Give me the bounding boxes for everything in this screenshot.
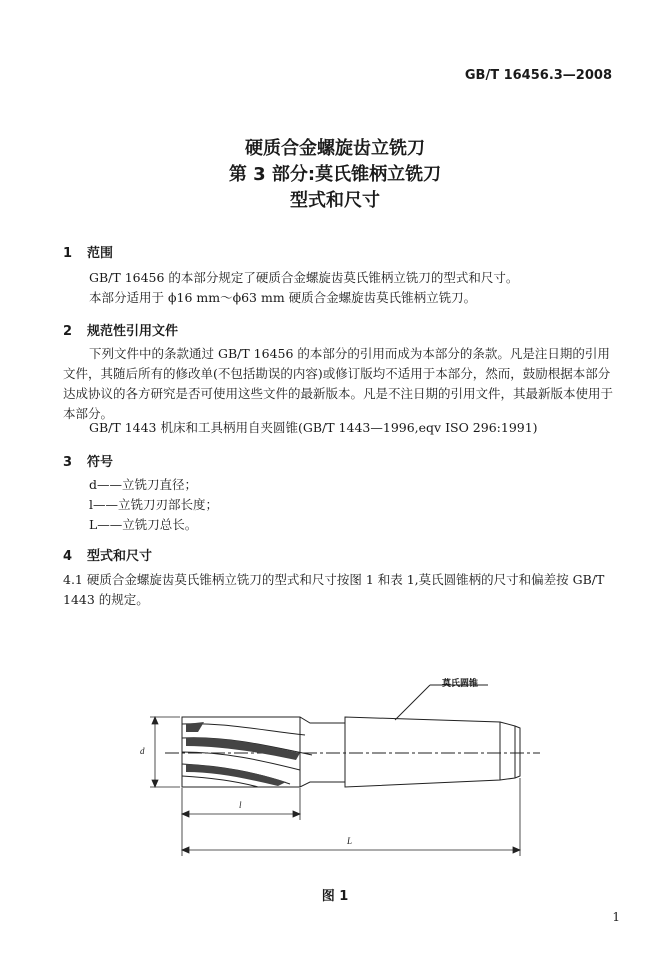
paragraph: 下列文件中的条款通过 GB/T 16456 的本部分的引用而成为本部分的条款。凡是注日期的引用文件，其随后所有的修改单(不包括勘误的内容)或修订版均不适用于本部分，然而，鼓励根据本部分达成协议的各方研究是否可使用这些文件的最新版本。凡是不注日期的引用文件，其最新版本使用于本部分。 [63, 346, 614, 421]
symbol-d: d——立铣刀直径； [89, 477, 198, 492]
callout-leader [395, 685, 430, 720]
cutter-outline [182, 717, 500, 787]
page-number: 1 [612, 910, 620, 924]
section-title: 范围 [87, 246, 114, 261]
section-4-heading [63, 545, 152, 564]
callout-label: 莫氏圆锥 [442, 679, 479, 689]
section-number: 2 [63, 324, 73, 339]
end-mill-drawing [0, 660, 670, 870]
symbol-l: l——立铣刀刃部长度； [89, 497, 218, 512]
section-1-heading [63, 242, 113, 261]
doc-title-line1: 硬质合金螺旋齿立铣刀 [245, 138, 425, 159]
dim-label-l: l [239, 800, 242, 810]
figure-caption: 图 1 [321, 889, 349, 904]
clause-4-1: 4.1 硬质合金螺旋齿莫氏锥柄立铣刀的型式和尺寸按图 1 和表 1,莫氏圆锥柄的尺寸和偏差按 GB/T 1443 的规定。 [63, 572, 605, 607]
doc-title-line2: 第 3 部分:莫氏锥柄立铣刀 [228, 164, 442, 185]
standard-number: GB/T 16456.3—2008 [464, 68, 612, 83]
reference-entry: GB/T 1443 机床和工具柄用自夹圆锥(GB/T 1443—1996,eqv ISO 296:1991) [89, 420, 538, 435]
doc-title-line3: 型式和尺寸 [290, 190, 380, 211]
section-3-heading [63, 451, 113, 470]
section-number: 3 [63, 455, 73, 470]
symbol-L: L——立铣刀总长。 [89, 517, 198, 532]
section-title: 符号 [87, 455, 114, 470]
section-number: 4 [63, 549, 73, 564]
paragraph: 本部分适用于 ϕ16 mm～ϕ63 mm 硬质合金螺旋齿莫氏锥柄立铣刀。 [89, 290, 477, 305]
dim-label-d: d [140, 746, 145, 756]
paragraph: GB/T 16456 的本部分规定了硬质合金螺旋齿莫氏锥柄立铣刀的型式和尺寸。 [89, 270, 519, 285]
section-title: 型式和尺寸 [87, 549, 153, 564]
section-title: 规范性引用文件 [87, 324, 179, 339]
dim-label-L: L [347, 836, 353, 846]
section-number: 1 [63, 246, 73, 261]
section-2-heading [63, 320, 178, 339]
